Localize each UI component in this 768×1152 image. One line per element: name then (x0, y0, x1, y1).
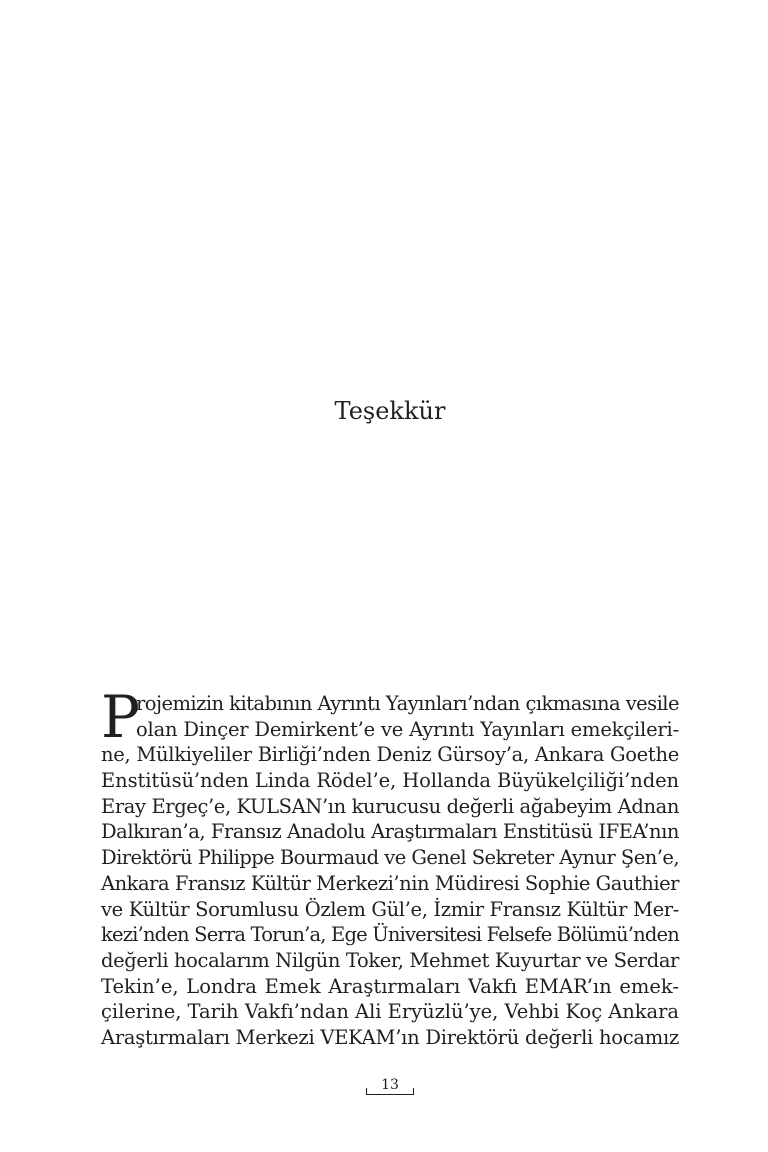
text-line: değerli hocalarım Nilgün Toker, Mehmet Kuyurtar ve Serdar (101, 948, 680, 972)
acknowledgement-paragraph (101, 683, 680, 1051)
text-line: çilerine, Tarih Vakfı’ndan Ali Eryüzlü’ye, Vehbi Koç Ankara (101, 1000, 679, 1024)
text-line: Araştırmaları Merkezi VEKAM’ın Direktörü değerli hocamız (101, 1025, 679, 1049)
text-line: rojemizin kitabının Ayrıntı Yayınları’ndan çıkmasına vesile (136, 692, 679, 715)
page-number-rule (366, 1094, 414, 1095)
text-line: Direktörü Philippe Bourmaud ve Genel Sekreter Aynur Şen’e, (101, 846, 679, 870)
text-line: Dalkıran’a, Fransız Anadolu Araştırmaları Enstitüsü IFEA’nın (101, 820, 680, 844)
page-number-rule-right-tick (413, 1088, 414, 1095)
text-line: ne, Mülkiyeliler Birliği’nden Deniz Gürsoy’a, Ankara Goethe (101, 743, 679, 767)
text-line: kezi’nden Serra Torun’a, Ege Üniversitesi Felsefe Bölümü’nden (101, 923, 679, 947)
text-line: Eray Ergeç’e, KULSAN’ın kurucusu değerli ağabeyim Adnan (101, 794, 680, 818)
page-number: 13 (381, 1077, 399, 1093)
drop-cap: P (101, 683, 141, 751)
page-title: Teşekkür (334, 397, 446, 425)
text-line: Enstitüsü’nden Linda Rödel’e, Hollanda Büyükelçiliği’nden (101, 769, 679, 793)
text-line: ve Kültür Sorumlusu Özlem Gül’e, İzmir Fransız Kültür Mer- (101, 897, 679, 921)
page-number-rule-left-tick (366, 1088, 367, 1095)
text-line: olan Dinçer Demirkent’e ve Ayrıntı Yayınları emekçileri- (136, 717, 679, 741)
text-line: Tekin’e, Londra Emek Araştırmaları Vakfı EMAR’ın emek- (101, 974, 679, 998)
text-line: Ankara Fransız Kültür Merkezi’nin Müdiresi Sophie Gauthier (101, 871, 680, 895)
